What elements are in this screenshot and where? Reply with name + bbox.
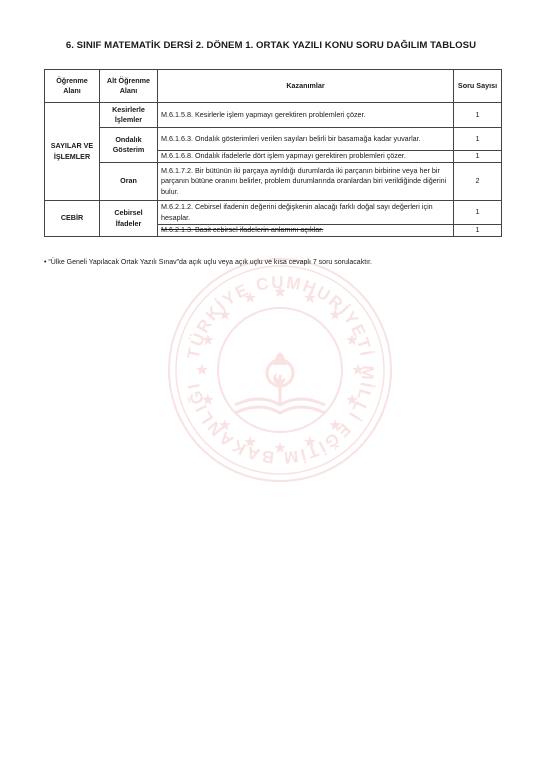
seal-star-icon (329, 419, 341, 430)
sub-area-cell: Cebirsel İfadeler (100, 201, 158, 237)
header-learning-area: Öğrenme Alanı (45, 70, 100, 103)
seal-star-icon (202, 334, 213, 345)
seal-star-icon (346, 394, 357, 405)
table-row (45, 163, 502, 201)
header-question-count: Soru Sayısı (454, 70, 502, 103)
seal-star-icon (274, 442, 285, 453)
header-sub-learning-area: Alt Öğrenme Alanı (100, 70, 158, 103)
outcome-cell: M.6.2.1.3. Basit cebirsel ifadelerin anlamını açıklar. (158, 225, 454, 237)
outcome-cell: M.6.1.6.3. Ondalık gösterimleri verilen sayıları belirli bir basamağa kadar yuvarlar. (158, 128, 454, 151)
table-header-row (45, 70, 502, 103)
svg-text:TÜRKİYE CUMHURİYETİ MİLLİ EĞİT: TÜRKİYE CUMHURİYETİ MİLLİ EĞİTİM BAKANLIĞI (183, 272, 378, 468)
area-cell: CEBİR (45, 201, 100, 237)
ministry-seal-watermark (165, 255, 395, 485)
sub-area-cell: Kesirlerle İşlemler (100, 103, 158, 128)
table-row (45, 103, 502, 128)
question-distribution-table (44, 69, 502, 237)
seal-star-icon (202, 394, 213, 405)
area-cell: SAYILAR VE İŞLEMLER (45, 103, 100, 201)
outcome-cell: M.6.1.5.8. Kesirlerle işlem yapmayı gerektiren problemleri çözer. (158, 103, 454, 128)
seal-star-icon (352, 364, 363, 375)
seal-star-icon (274, 286, 285, 297)
seal-star-icon (196, 364, 207, 375)
outcome-cell: M.6.1.6.8. Ondalık ifadelerle dört işlem yapmayı gerektiren problemleri çözer. (158, 151, 454, 163)
footnote: • “Ülke Geneli Yapılacak Ortak Yazılı Sınav”da açık uçlu veya açık uçlu ve kısa cevaplı 7 soru sorulacaktır. (44, 259, 372, 266)
seal-star-icon (219, 309, 231, 320)
outcome-cell: M.6.2.1.2. Cebirsel ifadenin değerini değişkenin alacağı farklı doğal sayı değerleri için hesaplar. (158, 201, 454, 225)
count-cell: 1 (454, 151, 502, 163)
count-cell: 1 (454, 201, 502, 225)
count-cell: 1 (454, 103, 502, 128)
seal-star-icon (346, 334, 357, 345)
table-row (45, 201, 502, 225)
table-row (45, 128, 502, 151)
outcome-cell: M.6.1.7.2. Bir bütünün iki parçaya ayrıldığı durumlarda iki parçanın birbirine veya her bir parçanın bütüne oranını belirler, problem durumlarında oranlardan biri verildiğinde diğerini bulur. (158, 163, 454, 201)
page-title: 6. SINIF MATEMATİK DERSİ 2. DÖNEM 1. ORTAK YAZILI KONU SORU DAĞILIM TABLOSU (65, 40, 477, 51)
seal-star-icon (244, 436, 256, 447)
count-cell: 1 (454, 225, 502, 237)
seal-star-icon (304, 292, 316, 303)
seal-star-icon (304, 436, 316, 447)
header-outcomes: Kazanımlar (158, 70, 454, 103)
sub-area-cell: Ondalık Gösterim (100, 128, 158, 163)
seal-star-icon (329, 309, 341, 320)
sub-area-cell: Oran (100, 163, 158, 201)
seal-star-icon (219, 419, 231, 430)
count-cell: 1 (454, 128, 502, 151)
seal-star-icon (244, 292, 256, 303)
count-cell: 2 (454, 163, 502, 201)
